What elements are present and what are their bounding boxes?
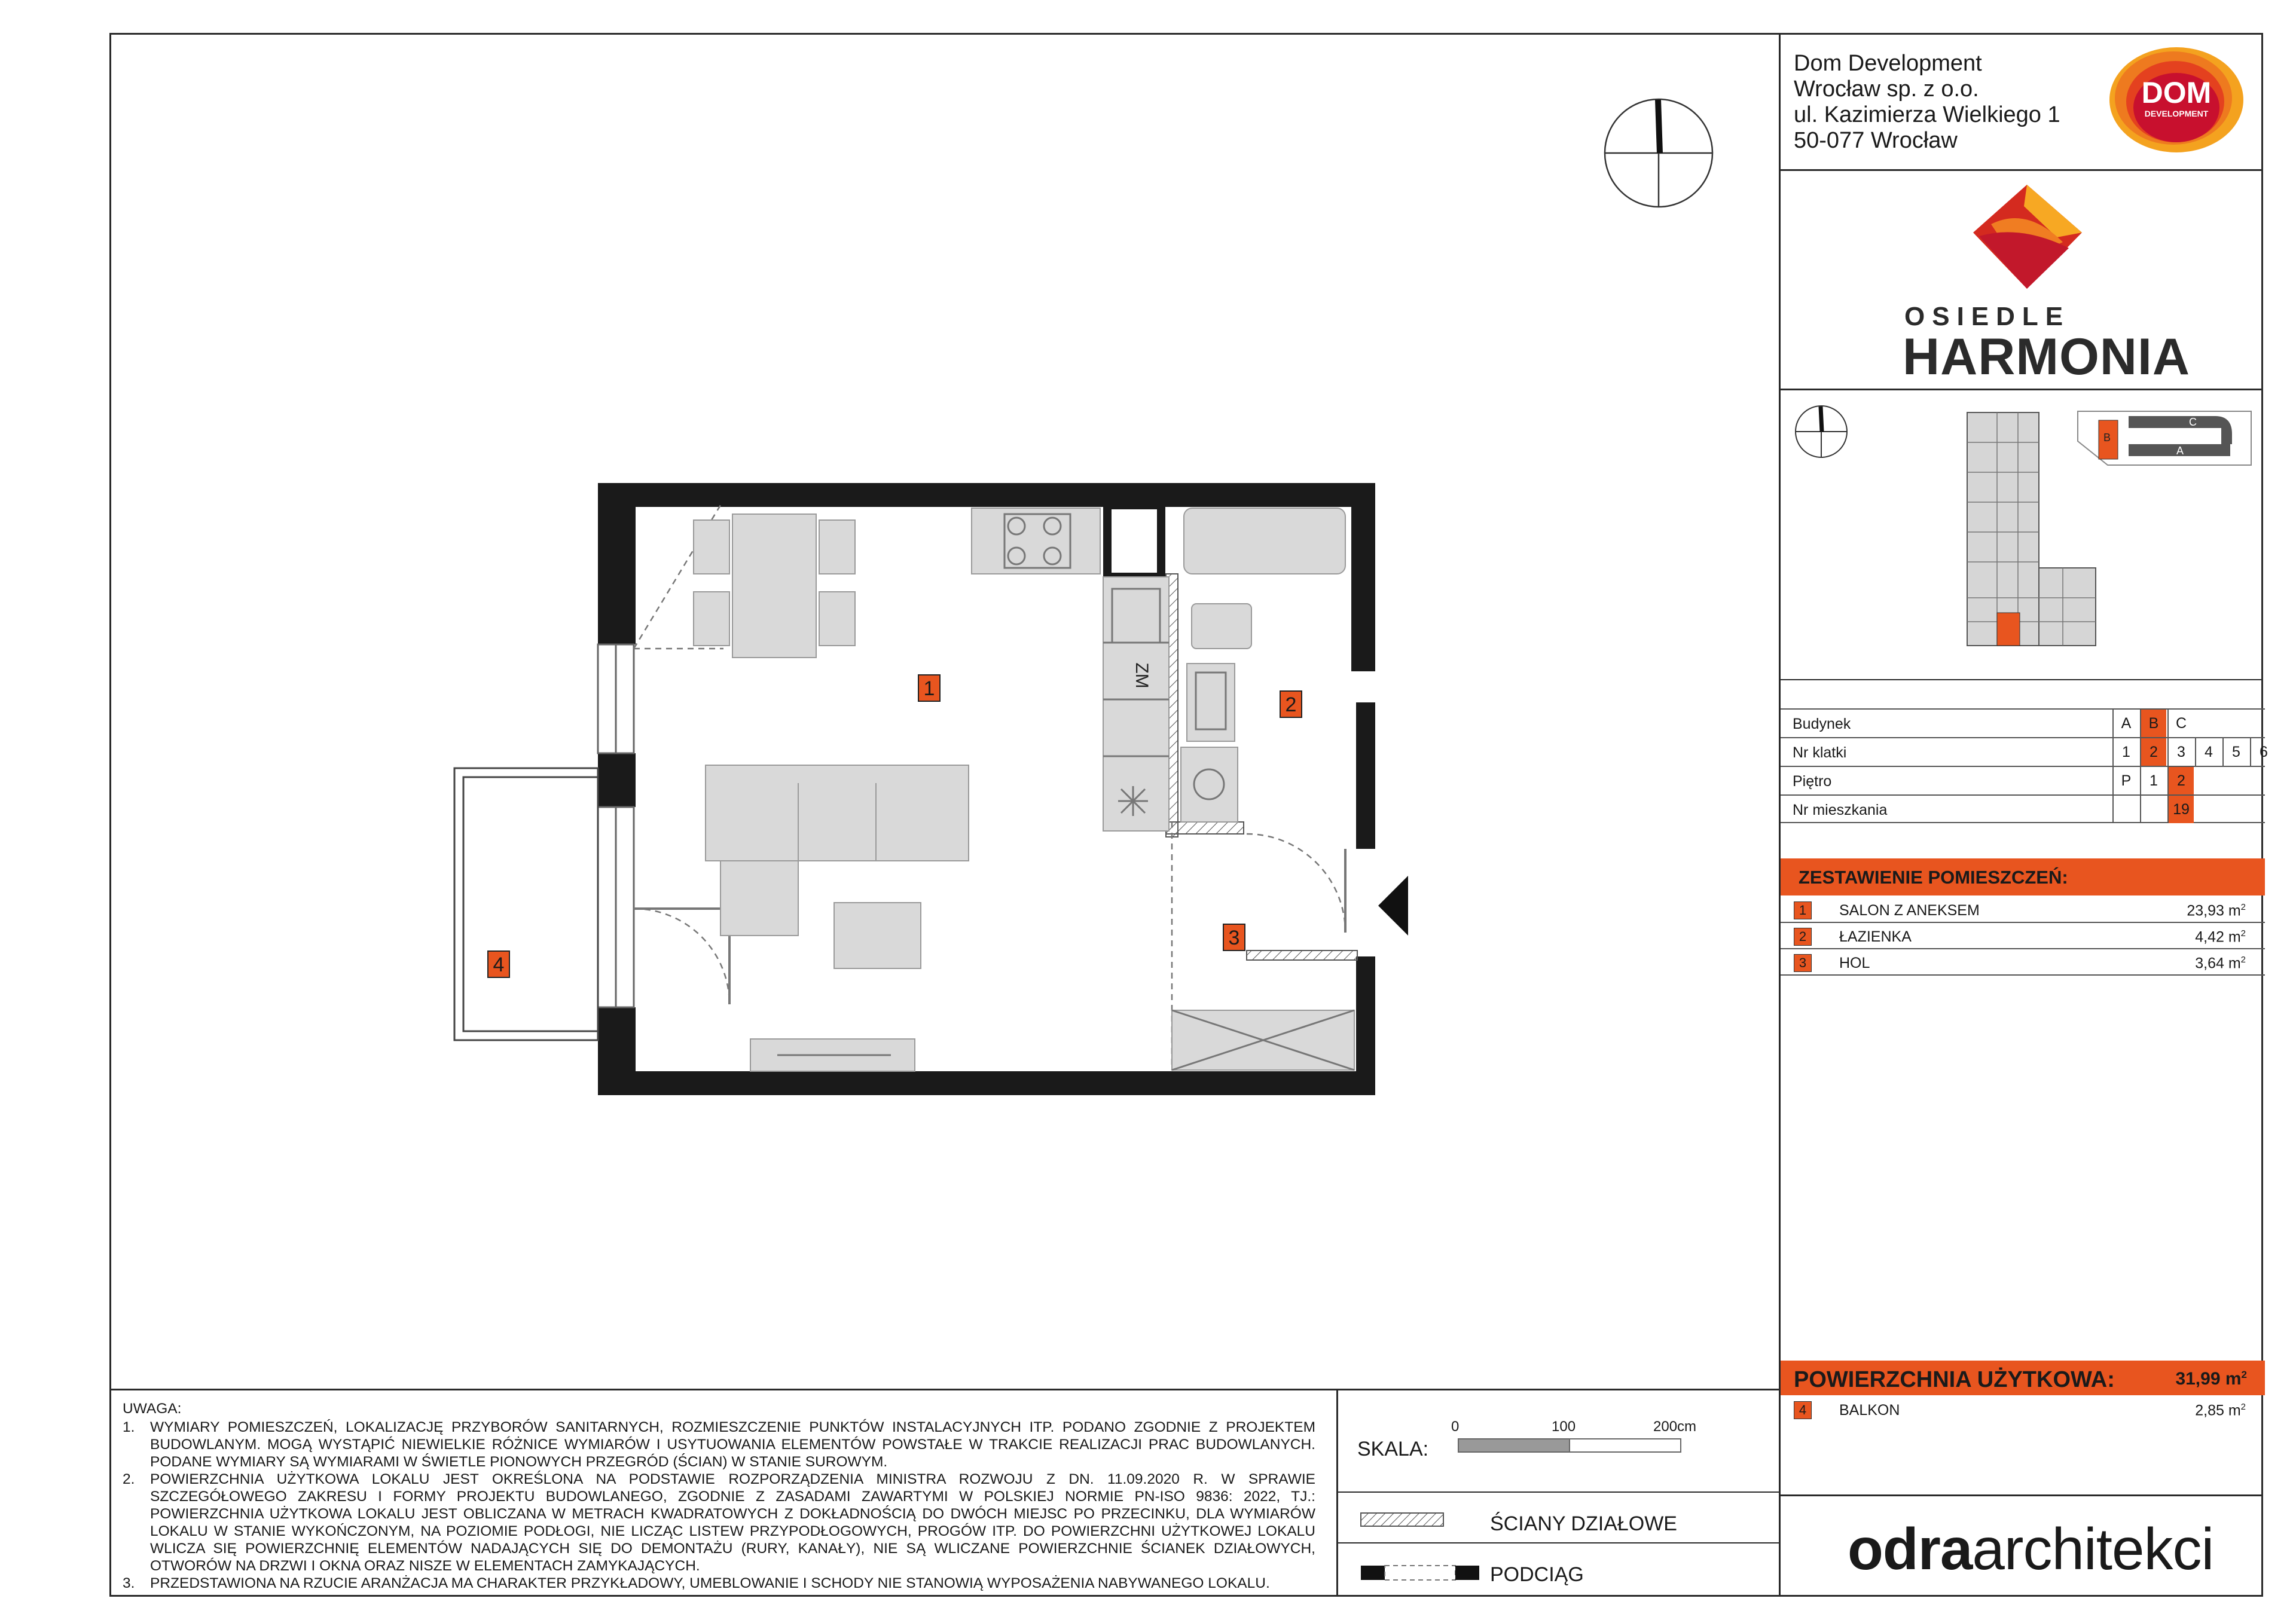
notes-section bbox=[123, 1400, 1315, 1592]
beam-legend-label: PODCIĄG bbox=[1490, 1563, 1584, 1586]
key-plan-label-c: C bbox=[2189, 416, 2197, 428]
room-number: 1 bbox=[1794, 901, 1812, 919]
room-number: 2 bbox=[1794, 928, 1812, 946]
total-area-value: 31,99 $m^2$ bbox=[2175, 1369, 2247, 1389]
info-table-cell: 2 bbox=[2140, 738, 2166, 766]
scale-tick-200: 200cm bbox=[1653, 1419, 1697, 1435]
partition-wall bbox=[1166, 822, 1244, 834]
room-tag-2: 2 bbox=[1280, 690, 1302, 718]
room-name: ŁAZIENKA bbox=[1839, 928, 1912, 945]
notes-list bbox=[123, 1419, 1315, 1592]
balcony-area: 2,85 $m^2$ bbox=[2195, 1402, 2246, 1419]
scale-bar bbox=[1458, 1438, 1681, 1454]
room-area: 3,64 $m^2$ bbox=[2195, 955, 2246, 972]
note-item bbox=[123, 1575, 1315, 1592]
entrance-arrow bbox=[1378, 876, 1408, 936]
room-tag-1: 1 bbox=[918, 674, 941, 702]
company-branch: Wrocław sp. z o.o. bbox=[1794, 77, 1979, 102]
info-table-label: Nr klatki bbox=[1793, 744, 1847, 761]
partition-wall-legend-icon bbox=[1360, 1512, 1444, 1528]
rooms-summary-title: ZESTAWIENIE POMIESZCZEŃ: bbox=[1799, 867, 2068, 888]
scale-tick-100: 100 bbox=[1552, 1419, 1576, 1435]
note-text: POWIERZCHNIA UŻYTKOWA LOKALU JEST OKREŚLONA NA PODSTAWIE ROZPORZĄDZENIA MINISTRA ROZWOJU Z DN. 11.09.2020 R. W SPRAWIE SZCZEGÓŁOWEGO ZAKRESU I FORMY PROJEKTU BUDOWLANEGO, ZGODNIE Z ZASADAMI ZAWARTYMI W POLSKIEJ NORMIE PN-ISO 9836: 2022, TJ.: POWIERZCHNIA UŻYTKOWA LOKALU JEST OBLICZANA W METRACH KWADRATOWYCH Z DOKŁADNOŚCIĄ DO DWÓCH MIEJSC PO PRZECINKU, DLA WYMIARÓW LOKALU W STANIE WYKOŃCZONYM, NA POZIOMIE PODŁOGI, NIE LICZĄC LISTEW PRZYPODŁOGOWYCH, PROGÓW ITP. DO POWIERZCHNI UŻYTKOWEJ LOKALU WLICZA SIĘ POWIERZCHNIĘ ELEMENTÓW NADAJĄCYCH SIĘ DO DEMONTAŻU (RURY, KANAŁY), NIE SĄ WLICZANE POWIERZCHNIE ŚCIANEK DZIAŁOWYCH, OTWORÓW NA DRZWI I OKNA ORAZ NISZE W ELEMENTACH ZAMYKAJĄCYCH. bbox=[150, 1471, 1315, 1574]
balcony-number: 4 bbox=[1794, 1401, 1812, 1419]
note-item bbox=[123, 1419, 1315, 1471]
room-tag-3: 3 bbox=[1223, 924, 1245, 951]
total-area-label: POWIERZCHNIA UŻYTKOWA: bbox=[1794, 1367, 2115, 1392]
room-tag-4: 4 bbox=[487, 950, 510, 978]
architect-logo: odraarchitekci bbox=[1848, 1516, 2214, 1582]
note-number: 1. bbox=[123, 1419, 135, 1435]
balcony bbox=[454, 768, 598, 1040]
room-area: 23,93 $m^2$ bbox=[2187, 902, 2246, 919]
info-table-cell: 2 bbox=[2167, 767, 2194, 794]
scale-label: SKALA: bbox=[1357, 1438, 1429, 1460]
notes-header: UWAGA: bbox=[123, 1401, 182, 1417]
partition-wall bbox=[1247, 950, 1357, 960]
info-table-cell: 3 bbox=[2167, 738, 2194, 766]
logo-text-development: DEVELOPMENT bbox=[2144, 109, 2209, 118]
info-table-label: Nr mieszkania bbox=[1793, 802, 1888, 818]
info-table-cell: C bbox=[2167, 710, 2194, 737]
note-item bbox=[123, 1471, 1315, 1575]
balcony-name: BALKON bbox=[1839, 1402, 1900, 1419]
room-number: 3 bbox=[1794, 954, 1812, 972]
info-table-label: Piętro bbox=[1793, 773, 1832, 790]
room-name: HOL bbox=[1839, 955, 1870, 971]
project-name: HARMONIA bbox=[1903, 328, 2190, 386]
info-table-cell: 19 bbox=[2167, 796, 2194, 823]
balcony-door bbox=[598, 807, 634, 1007]
info-table-cell: 6 bbox=[2250, 738, 2276, 766]
project-name-prefix: OSIEDLE bbox=[1904, 302, 2071, 331]
window-left-upper bbox=[598, 644, 634, 753]
scale-tick-0: 0 bbox=[1451, 1419, 1460, 1435]
info-table-cell: 1 bbox=[2112, 738, 2139, 766]
info-table-cell: 4 bbox=[2195, 738, 2221, 766]
info-table-cell: A bbox=[2112, 710, 2139, 737]
note-text: PRZEDSTAWIONA NA RZUCIE ARANŻACJA MA CHARAKTER PRZYKŁADOWY, UMEBLOWANIE I SCHODY NIE STANOWIĄ WYPOSAŻENIA NABYWANEGO LOKALU. bbox=[150, 1575, 1270, 1591]
info-table-cell: P bbox=[2112, 767, 2139, 794]
info-table-cell: 1 bbox=[2140, 767, 2166, 794]
kitchen-zm-label: ZM bbox=[1132, 662, 1152, 689]
company-street: ul. Kazimierza Wielkiego 1 bbox=[1794, 102, 2060, 127]
key-plan-label-a: A bbox=[2176, 445, 2184, 457]
partition-wall-legend-label: ŚCIANY DZIAŁOWE bbox=[1490, 1512, 1677, 1535]
company-name: Dom Development bbox=[1794, 51, 1982, 76]
note-text: WYMIARY POMIESZCZEŃ, LOKALIZACJĘ PRZYBORÓW SANITARNYCH, ROZMIESZCZENIE PUNKTÓW INSTALACYJNYCH ITP. PODANO ZGODNIE Z PROJEKTEM BUDOWLANYM. MOGĄ WYSTĄPIĆ NIEWIELKIE RÓŻNICE WYMIARÓW I USYTUOWANIA ELEMENTÓW POWSTAŁE W TRAKCIE REALIZACJI PRAC BUDOWLANYCH. PODANE WYMIARY SĄ WYMIARAMI W ŚWIETLE PIONOWYCH PRZEGRÓD (ŚCIAN) W STANIE SUROWYM. bbox=[150, 1419, 1315, 1470]
company-city: 50-077 Wrocław bbox=[1794, 128, 1958, 153]
note-number: 3. bbox=[123, 1575, 135, 1591]
logo-text-dom: DOM bbox=[2141, 76, 2212, 109]
info-table-cell: B bbox=[2140, 710, 2166, 737]
info-table-cell: 5 bbox=[2222, 738, 2249, 766]
room-name: SALON Z ANEKSEM bbox=[1839, 902, 1980, 919]
note-number: 2. bbox=[123, 1471, 135, 1487]
info-table-label: Budynek bbox=[1793, 716, 1851, 732]
beam-legend-icon bbox=[1360, 1565, 1480, 1582]
key-plan-label-b: B bbox=[2103, 432, 2111, 444]
room-area: 4,42 $m^2$ bbox=[2195, 928, 2246, 946]
